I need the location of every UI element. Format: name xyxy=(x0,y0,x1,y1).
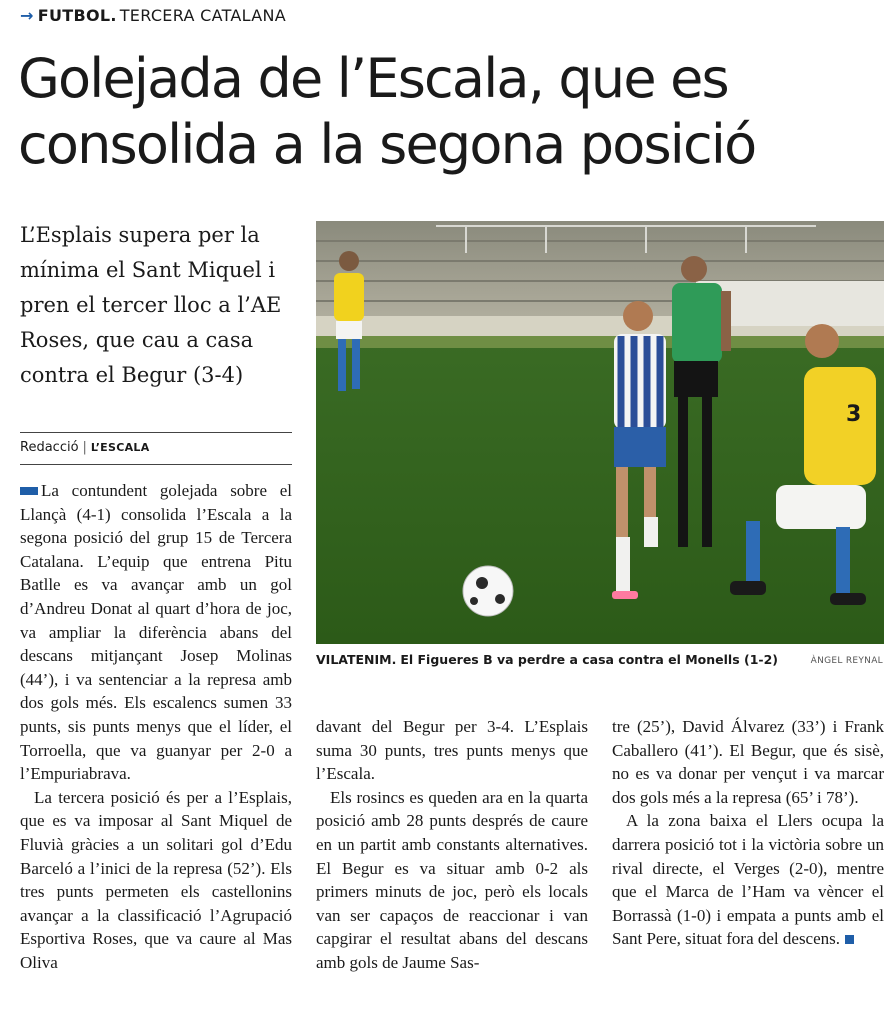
deck-line: pren el tercer lloc a l’AE xyxy=(20,293,282,317)
byline-separator: | xyxy=(82,440,87,455)
byline-rule-top xyxy=(20,432,292,433)
body-paragraph-3-continued: tre (25’), David Álvarez (33’) i Frank Caballero (41’). El Begur, que és sisè, no es va donar per vençut i va marcar dos gols més a la represa (65’ i 78’). xyxy=(612,717,884,807)
body-paragraph-3: Els rosincs es queden ara en la quarta posició amb 28 punts després de caure en un partit amb constants alternatives. El Begur es va situar amb 0-2 als primers minuts de joc, però els locals van ser capaços de reaccionar i van capgirar el resultat abans del descans amb gols de Jaume Sas- xyxy=(316,787,588,972)
deck-line: L’Esplais supera per la xyxy=(20,223,260,247)
section-subcategory: TERCERA CATALANA xyxy=(119,6,287,25)
body-column-3 xyxy=(612,715,884,951)
body-paragraph-1 xyxy=(20,479,292,786)
deck-line: mínima el Sant Miquel i xyxy=(20,258,276,282)
headline-line-2: consolida a la segona posició xyxy=(18,113,756,176)
arrow-right-icon: → xyxy=(20,6,34,25)
body-column-1 xyxy=(20,479,292,974)
byline-location: L’ESCALA xyxy=(90,441,150,454)
paragraph-text: A la zona baixa el Llers ocupa la darrera posició tot i la victòria sobre un rival directe, el Verges (2-0), mentre que el Marca de l’Ham va vèncer el Borrassà (1-0) i empata a punts amb el Sant Pere, situat fora del descens. xyxy=(612,811,884,949)
deck-line: contra el Begur (3-4) xyxy=(20,363,244,387)
match-photo xyxy=(316,221,884,644)
byline-rule-bottom xyxy=(20,464,292,465)
section-tag xyxy=(20,6,286,25)
deck-line: Roses, que cau a casa xyxy=(20,328,254,352)
football-photo-image xyxy=(316,221,884,644)
paragraph-text: La contundent golejada sobre el Llançà (4-1) consolida l’Escala a la segona posició del grup 15 de Tercera Catalana. L’equip que entrena Pitu Batlle es va avançar amb un gol d’Andreu Donat al quart d’hora de joc, va ampliar la diferència abans del descans mitjançant Josep Molinas (44’), i va sentenciar a la represa amb dos gols més. Els escalencs sumen 33 punts, sis punts menys que el líder, el Torroella, que va guanyar per 2-0 a l’Empuriabrava. xyxy=(20,481,292,784)
football xyxy=(463,566,513,616)
photo-caption xyxy=(316,652,884,667)
body-paragraph-2: La tercera posició és per a l’Esplais, que es va imposar al Sant Miquel de Fluvià gràcies a un solitari gol d’Edu Barceló a l’inici de la represa (52’). Els tres punts permeten els castellonins avançar a la classificació l’Agrupació Esportiva Roses, que va caure al Mas Oliva xyxy=(20,787,292,972)
body-paragraph-2-continued: davant del Begur per 3-4. L’Esplais suma 30 punts, tres punts menys que l’Escala. xyxy=(316,717,588,784)
caption-text: El Figueres B va perdre a casa contra el Monells (1-2) xyxy=(400,652,779,667)
byline xyxy=(20,440,150,455)
body-paragraph-4 xyxy=(612,809,884,951)
photo-credit: ÀNGEL REYNAL xyxy=(810,656,883,666)
section-category: FUTBOL. xyxy=(37,6,117,25)
lead-square-icon xyxy=(20,487,38,495)
byline-author: Redacció xyxy=(20,440,79,455)
caption-label: VILATENIM. xyxy=(316,652,397,667)
end-square-icon xyxy=(845,935,854,944)
headline-line-1: Golejada de l’Escala, que es xyxy=(18,47,728,110)
headline xyxy=(18,46,878,178)
body-column-2 xyxy=(316,715,588,975)
svg-text:3: 3 xyxy=(846,402,862,427)
deck xyxy=(20,218,292,393)
